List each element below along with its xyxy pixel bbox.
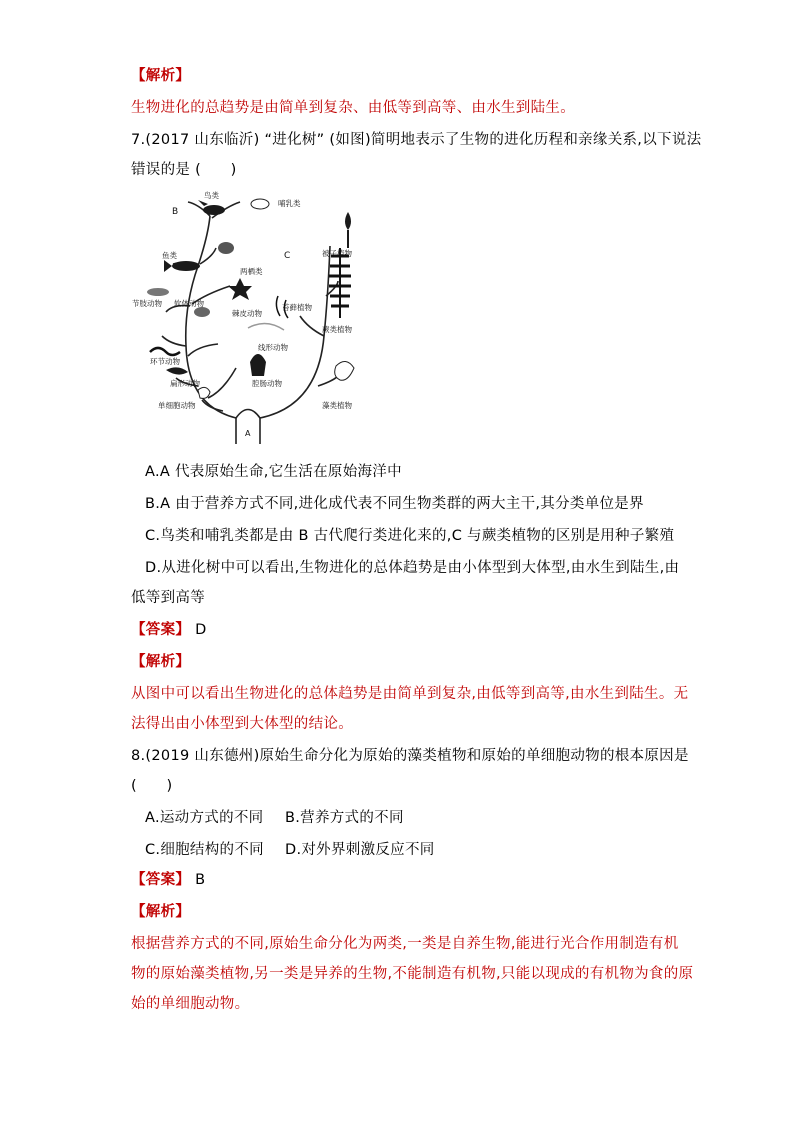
label-echinoderm: 棘皮动物 xyxy=(232,309,262,318)
label-bird: 鸟类 xyxy=(204,191,219,200)
q7-option-a: A.A 代表原始生命,它生活在原始海洋中 xyxy=(145,464,402,480)
q7-answer xyxy=(131,620,207,640)
label-annelid: 环节动物 xyxy=(150,357,180,366)
label-arthropod: 节肢动物 xyxy=(132,299,162,308)
moss-icon xyxy=(276,296,280,316)
q8-options-row2 xyxy=(145,840,435,860)
angiosperm-icon xyxy=(345,212,351,230)
q7-option-c: C.鸟类和哺乳类都是由 B 古代爬行类进化来的,C 与蕨类植物的区别是用种子繁殖 xyxy=(145,528,675,544)
q7-analysis-line1: 从图中可以看出生物进化的总体趋势是由简单到复杂,由低等到高等,由水生到陆生。无 xyxy=(131,686,689,702)
label-mammal: 哺乳类 xyxy=(278,199,301,208)
evolution-tree-figure xyxy=(128,186,368,448)
q8-answer-value: B xyxy=(195,872,206,888)
branch-annelid xyxy=(162,336,186,346)
figure-letter-b: B xyxy=(172,207,179,217)
q7-analysis-line2: 法得出由小体型到大体型的结论。 xyxy=(131,716,353,732)
q7-answer-value: D xyxy=(195,622,207,638)
q6-analysis-text: 生物进化的总趋势是由简单到复杂、由低等到高等、由水生到陆生。 xyxy=(131,100,575,116)
q7-option-d-line2: 低等到高等 xyxy=(131,590,205,606)
q8-stem-line2: ( ) xyxy=(131,778,173,794)
label-nematode: 线形动物 xyxy=(258,343,288,352)
q8-analysis-line3: 始的单细胞动物。 xyxy=(131,996,250,1012)
q8-option-a: A.运动方式的不同 xyxy=(145,810,264,826)
q8-analysis-line1: 根据营养方式的不同,原始生命分化为两类,一类是自养生物,能进行光合作用制造有机 xyxy=(131,936,679,952)
figure-letter-c: C xyxy=(284,251,291,261)
q8-answer xyxy=(131,870,205,890)
q7-option-d-line1: D.从进化树中可以看出,生物进化的总体趋势是由小体型到大体型,由水生到陆生,由 xyxy=(145,560,680,576)
arthropod-icon xyxy=(147,288,169,296)
q8-option-d: D.对外界刺激反应不同 xyxy=(285,842,435,858)
flatworm-icon xyxy=(166,367,188,374)
echinoderm-icon xyxy=(228,278,252,300)
coelenterate-icon xyxy=(250,354,266,376)
q8-analysis-label: 【解析】 xyxy=(131,904,191,920)
q8-answer-label: 【答案】 xyxy=(131,872,191,888)
q6-analysis-label: 【解析】 xyxy=(131,68,191,84)
q7-option-b: B.A 由于营养方式不同,进化成代表不同生物类群的两大主干,其分类单位是界 xyxy=(145,496,644,512)
q8-stem-line1: 8.(2019 山东德州)原始生命分化为原始的藻类植物和原始的单细胞动物的根本原因是 xyxy=(131,748,689,764)
label-mollusk: 软体动物 xyxy=(174,299,204,308)
figure-letter-a: A xyxy=(245,429,251,438)
branch-coelenterate xyxy=(208,368,236,398)
nematode-icon xyxy=(248,323,284,330)
algae-icon xyxy=(335,361,354,380)
branch-nematode xyxy=(188,344,218,356)
bird-icon xyxy=(203,205,225,215)
amphibian-icon xyxy=(218,242,234,254)
q7-stem-line2: 错误的是 ( ) xyxy=(131,162,237,178)
label-coelenterate: 腔肠动物 xyxy=(252,379,282,388)
label-fish: 鱼类 xyxy=(162,251,177,260)
q8-option-c: C.细胞结构的不同 xyxy=(145,842,264,858)
q8-option-b: B.营养方式的不同 xyxy=(285,810,404,826)
label-angiosperm: 被子植物 xyxy=(322,249,352,258)
label-algae: 藻类植物 xyxy=(322,401,352,410)
q7-analysis-label: 【解析】 xyxy=(131,654,191,670)
annelid-icon xyxy=(150,348,180,355)
trunk-base-arch xyxy=(236,410,260,419)
mollusk-icon xyxy=(194,307,210,317)
branch-algae xyxy=(318,376,338,386)
label-protozoa: 单细胞动物 xyxy=(158,401,196,410)
label-flatworm: 扁形动物 xyxy=(170,379,200,388)
branch-moss xyxy=(300,316,324,336)
fish-icon xyxy=(172,261,200,271)
label-moss: 苔藓植物 xyxy=(282,303,312,312)
q7-answer-label: 【答案】 xyxy=(131,622,191,638)
label-fern: 蕨类植物 xyxy=(322,325,352,334)
q7-stem-line1: 7.(2017 山东临沂) “进化树” (如图)简明地表示了生物的进化历程和亲缘关系,以下说法 xyxy=(131,132,702,148)
q8-analysis-line2: 物的原始藻类植物,另一类是异养的生物,不能制造有机物,只能以现成的有机物为食的原 xyxy=(131,966,694,982)
mammal-icon xyxy=(251,199,269,209)
q8-options-row1 xyxy=(145,808,404,828)
protozoa-icon xyxy=(198,387,210,398)
label-amphibian: 两栖类 xyxy=(240,267,263,276)
